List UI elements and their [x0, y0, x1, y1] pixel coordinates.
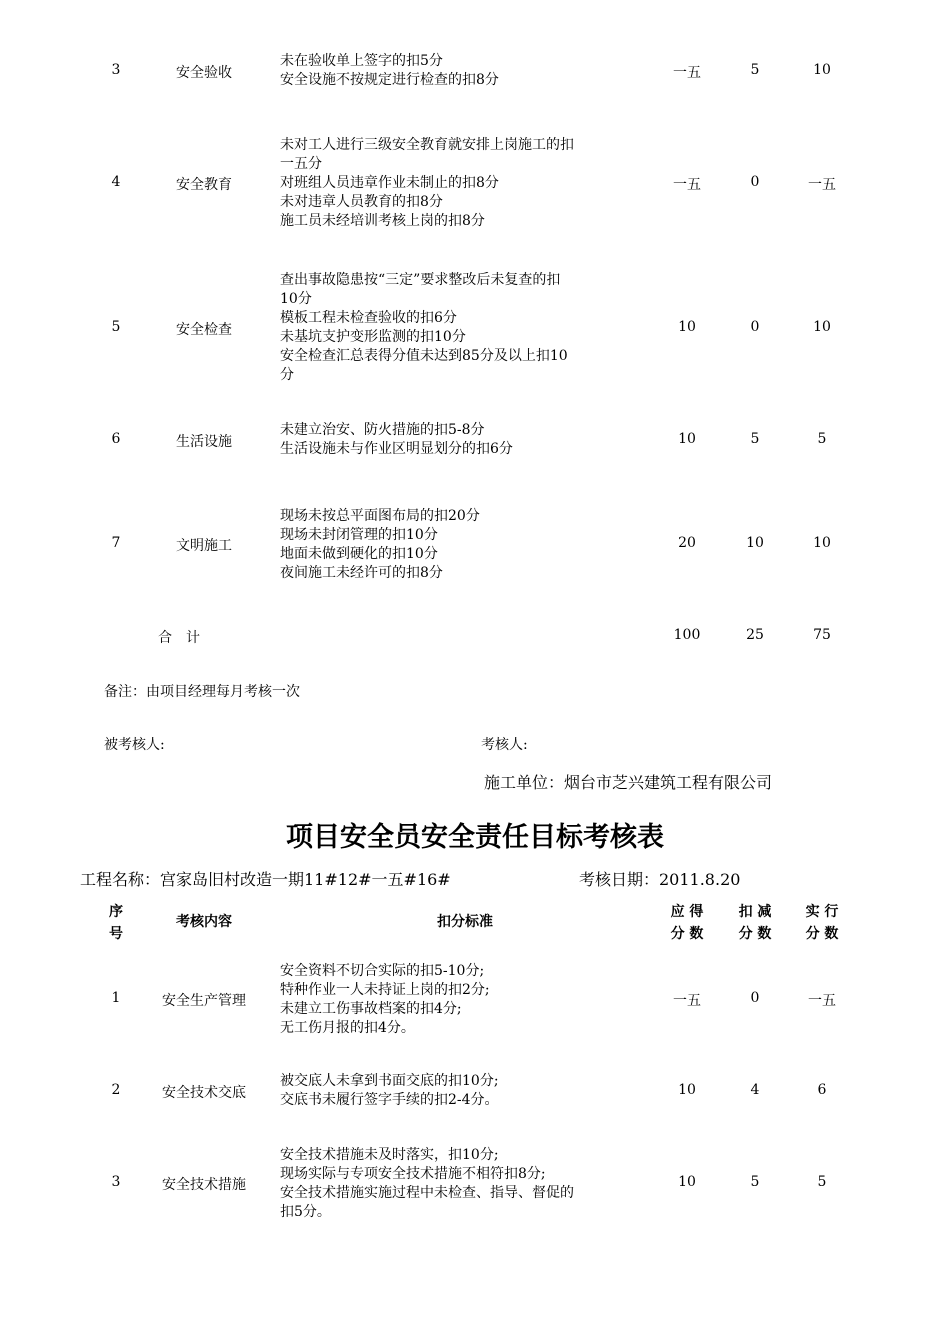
row-criteria	[280, 271, 650, 385]
row-criteria	[280, 52, 650, 90]
header-should	[657, 901, 717, 945]
construction-unit: 施工单位：烟台市芝兴建筑工程有限公司	[484, 773, 773, 792]
actual-score: 一五	[808, 993, 836, 1009]
criteria-line: 安全技术措施未及时落实，扣10分;	[280, 1147, 499, 1163]
criteria-line: 安全检查汇总表得分值未达到85分及以上扣10	[280, 348, 568, 364]
should-score: 20	[678, 535, 696, 551]
actual-score: 6	[817, 1082, 827, 1098]
deduct-score: 0	[750, 174, 760, 190]
row-criteria	[280, 1072, 650, 1110]
row-number: 5	[111, 319, 121, 335]
criteria-line: 未建立治安、防火措施的扣5-8分	[280, 422, 485, 438]
criteria-line: 现场实际与专项安全技术措施不相符扣8分;	[280, 1166, 546, 1182]
examinee-label: 被考核人:	[104, 737, 165, 753]
row-criteria	[280, 136, 650, 231]
actual-score: 10	[813, 62, 831, 78]
actual-score: 5	[817, 1174, 827, 1190]
header-line: 扣 减	[738, 904, 772, 920]
row-item: 安全验收	[176, 65, 232, 81]
criteria-line: 未建立工伤事故档案的扣4分;	[280, 1001, 462, 1017]
criteria-line: 一五分	[280, 156, 322, 172]
total-should: 100	[673, 627, 701, 643]
criteria-line: 查出事故隐患按“三定”要求整改后未复查的扣	[280, 272, 561, 288]
row-number: 3	[111, 1174, 121, 1190]
page-title: 项目安全员安全责任目标考核表	[286, 822, 664, 853]
header-criteria: 扣分标准	[437, 914, 493, 930]
deduct-score: 5	[750, 62, 760, 78]
criteria-line: 对班组人员违章作业未制止的扣8分	[280, 175, 499, 191]
criteria-line: 安全资料不切合实际的扣5-10分;	[280, 963, 485, 979]
should-score: 10	[678, 431, 696, 447]
project-name: 工程名称：宫家岛旧村改造一期11#12#一五#16#	[80, 870, 451, 889]
row-item: 文明施工	[176, 538, 232, 554]
criteria-line: 安全技术措施实施过程中未检查、指导、督促的	[280, 1185, 574, 1201]
criteria-line: 现场未封闭管理的扣10分	[280, 527, 438, 543]
row-criteria	[280, 421, 650, 459]
row-number: 3	[111, 62, 121, 78]
row-item: 安全技术措施	[162, 1177, 246, 1193]
row-number: 6	[111, 431, 121, 447]
deduct-score: 4	[750, 1082, 760, 1098]
deduct-score: 5	[750, 431, 760, 447]
header-line: 分 数	[670, 926, 704, 942]
deduct-score: 0	[750, 990, 760, 1006]
should-score: 10	[678, 1082, 696, 1098]
criteria-line: 交底书未履行签字手续的扣2-4分。	[280, 1092, 499, 1108]
criteria-line: 生活设施未与作业区明显划分的扣6分	[280, 441, 513, 457]
row-criteria	[280, 507, 650, 583]
header-line: 分 数	[738, 926, 772, 942]
criteria-line: 分	[280, 367, 294, 383]
criteria-line: 施工员未经培训考核上岗的扣8分	[280, 213, 485, 229]
criteria-line: 地面未做到硬化的扣10分	[280, 546, 438, 562]
header-line: 应 得	[670, 904, 704, 920]
criteria-line: 安全设施不按规定进行检查的扣8分	[280, 72, 499, 88]
actual-score: 10	[813, 535, 831, 551]
row-item: 安全技术交底	[162, 1085, 246, 1101]
should-score: 一五	[673, 993, 701, 1009]
header-deduct	[730, 901, 780, 945]
header-line: 序	[109, 904, 123, 920]
criteria-line: 现场未按总平面图布局的扣20分	[280, 508, 480, 524]
actual-score: 10	[813, 319, 831, 335]
criteria-line: 模板工程未检查验收的扣6分	[280, 310, 457, 326]
row-criteria	[280, 1146, 650, 1222]
row-number: 1	[111, 990, 121, 1006]
criteria-line: 未在验收单上签字的扣5分	[280, 53, 443, 69]
criteria-line: 扣5分。	[280, 1204, 331, 1220]
actual-score: 5	[817, 431, 827, 447]
should-score: 一五	[673, 65, 701, 81]
header-line: 号	[109, 926, 123, 942]
row-item: 安全教育	[176, 177, 232, 193]
row-number: 7	[111, 535, 121, 551]
remark: 备注：由项目经理每月考核一次	[104, 684, 300, 700]
row-number: 2	[111, 1082, 121, 1098]
header-number	[96, 901, 136, 945]
deduct-score: 0	[750, 319, 760, 335]
criteria-line: 10分	[280, 291, 312, 307]
row-criteria	[280, 962, 650, 1038]
row-item: 生活设施	[176, 434, 232, 450]
deduct-score: 5	[750, 1174, 760, 1190]
criteria-line: 夜间施工未经许可的扣8分	[280, 565, 443, 581]
row-number: 4	[111, 174, 121, 190]
header-item: 考核内容	[176, 914, 232, 930]
should-score: 10	[678, 1174, 696, 1190]
criteria-line: 未对工人进行三级安全教育就安排上岗施工的扣	[280, 137, 574, 153]
actual-score: 一五	[808, 177, 836, 193]
exam-date: 考核日期：2011.8.20	[579, 870, 741, 889]
should-score: 一五	[673, 177, 701, 193]
criteria-line: 未基坑支护变形监测的扣10分	[280, 329, 466, 345]
header-line: 实 行	[805, 904, 839, 920]
row-item: 安全生产管理	[162, 993, 246, 1009]
criteria-line: 未对违章人员教育的扣8分	[280, 194, 443, 210]
total-actual: 75	[813, 627, 831, 643]
header-line: 分 数	[805, 926, 839, 942]
row-item: 安全检查	[176, 322, 232, 338]
deduct-score: 10	[746, 535, 764, 551]
criteria-line: 无工伤月报的扣4分。	[280, 1020, 415, 1036]
criteria-line: 特种作业一人未持证上岗的扣2分;	[280, 982, 490, 998]
should-score: 10	[678, 319, 696, 335]
header-actual	[792, 901, 852, 945]
total-label: 合 计	[158, 630, 200, 646]
examiner-label: 考核人:	[481, 737, 528, 753]
total-deduct: 25	[746, 627, 764, 643]
criteria-line: 被交底人未拿到书面交底的扣10分;	[280, 1073, 499, 1089]
